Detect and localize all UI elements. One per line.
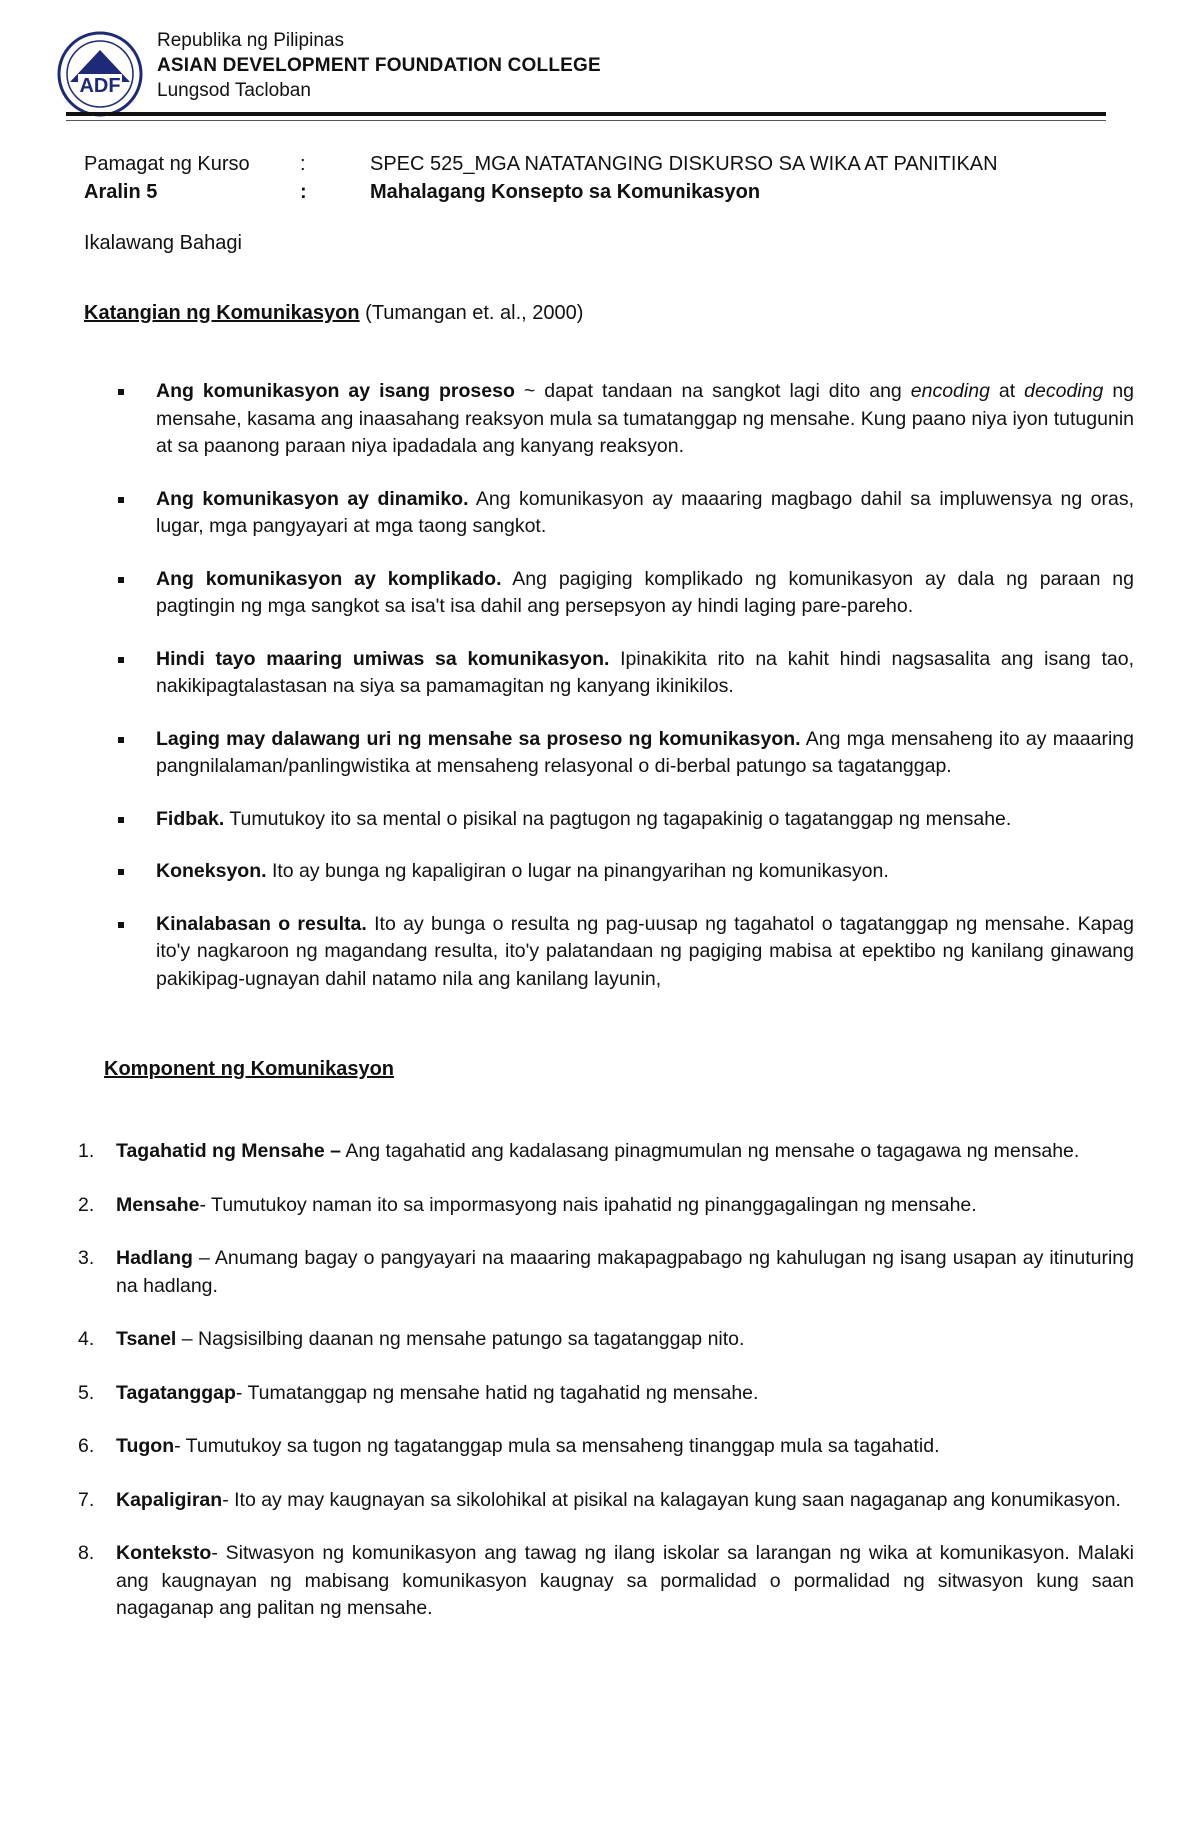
item-number: 6.	[78, 1435, 95, 1457]
item-text: - Ito ay may kaugnayan sa sikolohikal at pisikal na kalagayan kung saan nagaganap ang konumikasyon.	[222, 1488, 1121, 1511]
item-text: Ang mga mensaheng ito ay maaaring pangnilalaman/panlingwistika at mensaheng relasyonal o di-berbal patungo sa tagatanggap.	[156, 727, 1134, 777]
katangian-heading	[84, 302, 583, 325]
bullet-icon	[118, 817, 124, 823]
item-heading: Ang komunikasyon ay komplikado.	[156, 567, 502, 590]
list-item	[78, 1540, 1134, 1623]
item-heading: Mensahe	[116, 1193, 200, 1216]
item-text: Ang komunikasyon ay maaaring magbago dahil sa impluwensya ng oras, lugar, mga pangyayari at mga taong sangkot.	[156, 487, 1134, 537]
item-heading: Ang komunikasyon ay isang proseso	[156, 380, 515, 402]
komponent-heading	[104, 1058, 394, 1081]
bullet-icon	[118, 497, 124, 503]
logo-lettering: ADF	[79, 75, 121, 97]
letterhead	[157, 28, 601, 103]
item-text: Ang pagiging komplikado ng komunikasyon ay dala ng paraan ng pagtingin ng mga sangkot sa isa't isa dahil ang persepsyon ay hindi laging pare-pareho.	[156, 567, 1134, 617]
list-item	[118, 726, 1134, 781]
list-item	[78, 1487, 1134, 1515]
item-heading: Kinalabasan o resulta.	[156, 912, 367, 935]
komponent-list	[78, 1138, 1134, 1649]
bullet-icon	[118, 577, 124, 583]
bullet-icon	[118, 922, 124, 928]
list-item	[118, 806, 1134, 834]
item-number: 3.	[78, 1247, 95, 1269]
bullet-icon	[118, 657, 124, 663]
course-value: SPEC 525_MGA NATATANGING DISKURSO SA WIKA AT PANITIKAN	[370, 153, 998, 175]
katangian-list	[118, 378, 1134, 1018]
list-item	[118, 378, 1134, 461]
item-heading: Tagatanggap	[116, 1381, 236, 1404]
list-item	[118, 858, 1134, 886]
item-heading: Koneksyon.	[156, 860, 267, 882]
city-line: Lungsod Tacloban	[157, 80, 311, 101]
lesson-value: Mahalagang Konsepto sa Komunikasyon	[370, 181, 761, 203]
item-heading: Tagahatid ng Mensahe –	[116, 1140, 342, 1162]
colon: :	[300, 153, 306, 175]
katangian-citation: (Tumangan et. al., 2000)	[365, 302, 584, 324]
item-heading: Hindi tayo maaring umiwas sa komunikasyon.	[156, 647, 610, 670]
item-text: - Tumatanggap ng mensahe hatid ng tagahatid ng mensahe.	[235, 1381, 759, 1404]
item-text: ~ dapat tandaan na sangkot lagi dito ang	[514, 380, 911, 402]
list-item	[118, 911, 1134, 994]
lesson-row	[84, 178, 998, 206]
item-heading: Laging may dalawang uri ng mensahe sa proseso ng komunikasyon.	[156, 727, 801, 750]
bullet-icon	[118, 737, 124, 743]
list-item	[78, 1326, 1134, 1354]
item-heading: Kapaligiran	[116, 1488, 223, 1511]
list-item	[78, 1433, 1134, 1461]
item-heading: Tsanel	[116, 1328, 177, 1350]
course-row	[84, 150, 998, 178]
item-emphasis: encoding	[910, 380, 990, 402]
item-text: Ito ay bunga o resulta ng pag-uusap ng tagahatol o tagatanggap ng mensahe. Kapag ito'y nagkaroon ng magandang resulta, ito'y palatandaan ng pagiging mabisa at epektibo ng kanilang ginawang pakikipag-ugnayan dahil natamo nila ang kanilang layunin,	[156, 912, 1134, 990]
country-line: Republika ng Pilipinas	[157, 30, 344, 51]
item-text: ng mensahe, kasama ang inaasahang reaksyon mula sa tumatanggap ng mensahe. Kung paano niya iyon tutugunin at sa paanong paraan niya ipadadala ang kanyang reaksyon.	[156, 380, 1135, 457]
item-heading: Konteksto	[116, 1542, 212, 1564]
item-heading: Tugon	[116, 1435, 175, 1457]
item-emphasis: decoding	[1024, 380, 1104, 402]
item-text: – Anumang bagay o pangyayari na maaaring makapagpabago ng kahulugan ng isang usapan ay itinuturing na hadlang.	[116, 1247, 1134, 1297]
list-item	[78, 1138, 1134, 1166]
header-rule	[66, 112, 1106, 116]
part-label: Ikalawang Bahagi	[84, 232, 242, 254]
header-rule-thin	[66, 120, 1106, 121]
bullet-icon	[118, 869, 124, 875]
item-heading: Fidbak.	[156, 807, 225, 830]
katangian-title: Katangian ng Komunikasyon	[84, 302, 360, 324]
item-text: - Tumutukoy sa tugon ng tagatanggap mula sa mensaheng tinanggap mula sa tagahatid.	[174, 1435, 940, 1457]
item-number: 1.	[78, 1140, 95, 1162]
list-item	[78, 1380, 1134, 1408]
item-number: 5.	[78, 1381, 95, 1404]
item-text: at	[989, 380, 1025, 402]
item-text: - Sitwasyon ng komunikasyon ang tawag ng ilang iskolar sa larangan ng wika at komunikasyon. Malaki ang kaugnayan ng mabisang komunikasyon kaugnay sa pormalidad o pormalidad ng sitwasyon kung saan nagaganap ang palitan ng mensahe.	[116, 1542, 1134, 1619]
item-number: 4.	[78, 1328, 95, 1350]
colon: :	[300, 181, 307, 203]
list-item	[118, 566, 1134, 621]
komponent-title: Komponent ng Komunikasyon	[104, 1058, 394, 1080]
school-name: ASIAN DEVELOPMENT FOUNDATION COLLEGE	[157, 55, 601, 76]
item-text: Ang tagahatid ang kadalasang pinagmumulan ng mensahe o tagagawa ng mensahe.	[341, 1140, 1080, 1162]
item-text: Ito ay bunga ng kapaligiran o lugar na pinangyarihan ng komunikasyon.	[266, 860, 889, 882]
lesson-label: Aralin 5	[84, 181, 158, 203]
course-info	[84, 150, 998, 206]
item-number: 2.	[78, 1193, 95, 1216]
course-label: Pamagat ng Kurso	[84, 153, 250, 175]
list-item	[118, 646, 1134, 701]
list-item	[78, 1192, 1134, 1220]
item-heading: Hadlang	[116, 1247, 193, 1269]
item-text: - Tumutukoy naman ito sa impormasyong nais ipahatid ng pinanggagalingan ng mensahe.	[199, 1193, 977, 1216]
item-heading: Ang komunikasyon ay dinamiko.	[156, 487, 469, 510]
item-number: 8.	[78, 1542, 95, 1564]
list-item	[118, 486, 1134, 541]
item-number: 7.	[78, 1488, 95, 1511]
school-logo	[56, 30, 144, 118]
bullet-icon	[118, 389, 124, 395]
list-item	[78, 1245, 1134, 1300]
item-text: – Nagsisilbing daanan ng mensahe patungo sa tagatanggap nito.	[176, 1328, 745, 1350]
item-text: Tumutukoy ito sa mental o pisikal na pagtugon ng tagapakinig o tagatanggap ng mensahe.	[224, 807, 1012, 830]
item-text: Ipinakikita rito na kahit hindi nagsasalita ang isang tao, nakikipagtalastasan na siya sa pamamagitan ng kanyang ikinikilos.	[156, 647, 1134, 697]
